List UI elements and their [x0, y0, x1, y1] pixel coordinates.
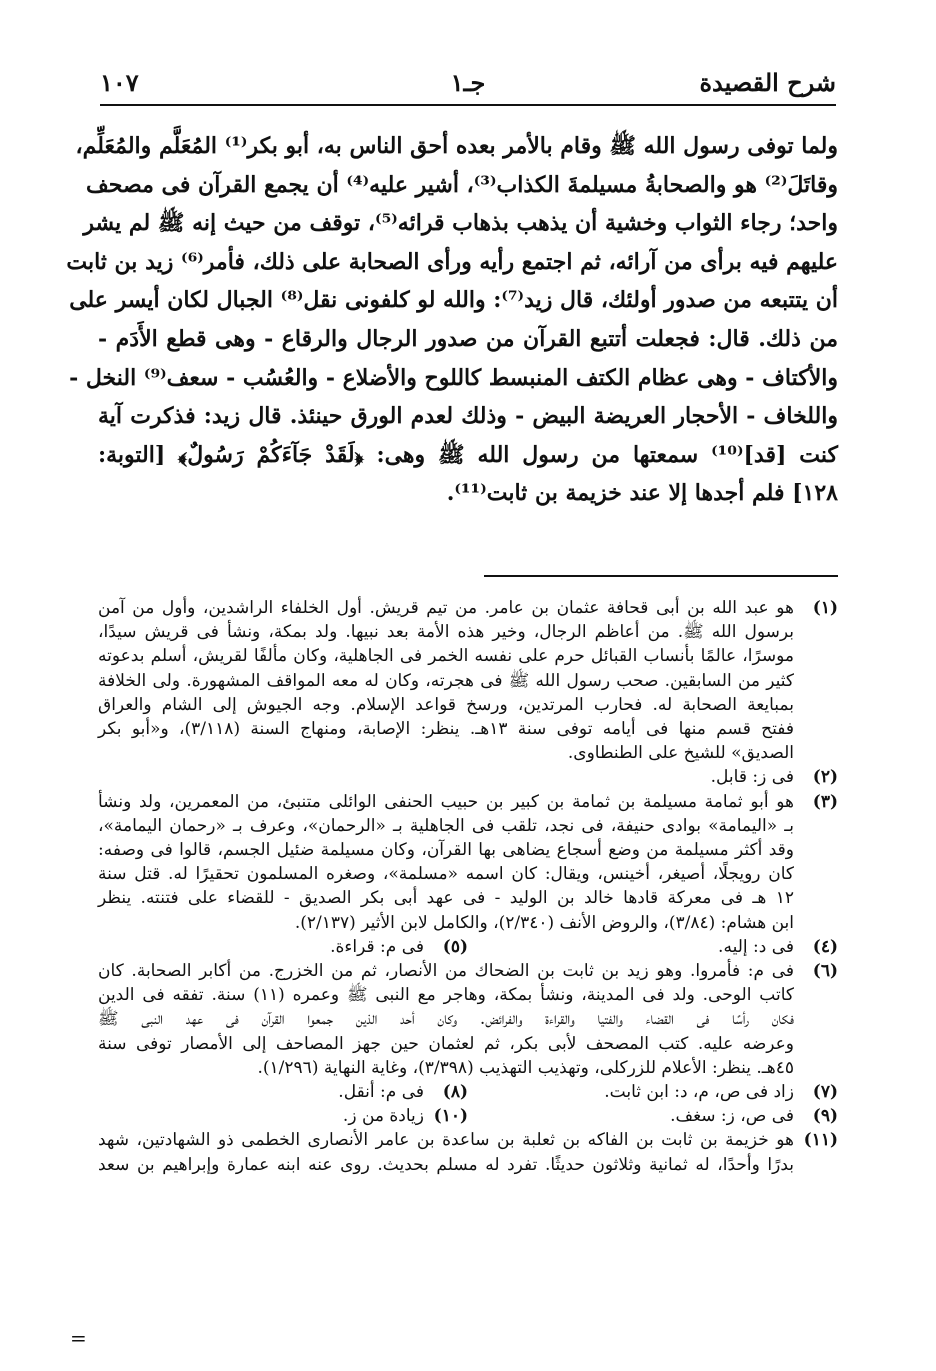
footnote-line: فى م: فأمروا. وهو زيد بن ثابت بن الضحاك من الأنصار، ثم من الخزرج. من أكابر الصحابة. كان — [98, 961, 794, 982]
footnote-line: برسول الله ﷺ. من أعاظم الرجال، وخير هذه الأمة بعد نبيها. ولد بمكة، ونشأ فى قريش سيدًا، — [98, 622, 794, 643]
footnote-text: فى ص، ز: سغف. — [670, 1106, 794, 1127]
footnote-text — [98, 596, 794, 765]
main-text — [66, 127, 838, 513]
text-line: من ذلك. قال: فجعلت أتتبع القرآن من صدور الرجال والرقاع - وهى قطع الأَدَم - — [98, 325, 838, 352]
footnote-number: (٢) — [812, 767, 838, 788]
text-line: أن يتتبعه من صدور أولئك، قال زيد⁽⁷⁾: والله لو كلفونى نقل⁽⁸⁾ الجبال لكان أيسر على — [69, 287, 838, 314]
footnote-line: كان رويجلًا، أصيغر، أخينس، ويقال: كان اسمه «مسلمة»، وصغره المسلمون تحقيرًا له. قتل سنة — [98, 864, 794, 885]
footnote-pair — [98, 1080, 838, 1104]
volume-label: جـ١ — [450, 68, 486, 97]
footnote-line: بـ «اليمامة» بوادى حنيفة، فى نجد، تلقب فى الجاهلية بـ «الرحمان»، وعرف بـ «رحمان اليمامة»، — [98, 815, 794, 836]
footnotes — [98, 596, 838, 1177]
footnote — [98, 1128, 838, 1176]
footnote-pair — [98, 935, 838, 959]
footnote-number: (١١) — [803, 1130, 838, 1151]
footnote-text: فى د: إليه. — [718, 936, 794, 957]
footnote-line: بدرًا وأحدًا، له ثمانية وثلاثون حديثًا. تفرد له مسلم بحديث. روى عنه ابنه عمارة وإبراهيم بن سعد — [98, 1154, 794, 1175]
footnote-number: (١٠) — [433, 1106, 468, 1127]
footnote-text — [98, 1128, 794, 1176]
footnote-line: هو أبو ثمامة مسيلمة بن ثمامة بن كبير بن حبيب الحنفى الوائلى متنبئ، من المعمرين، ولد ونشأ — [98, 791, 794, 812]
footnote-number: (٤) — [812, 936, 838, 957]
footnote-text: فى م: قراءة. — [330, 936, 424, 957]
footnote-line: ابن هشام: (٣/٨٤)، والروض الأنف (٢/٣٤٠)، والكامل لابن الأثير (٢/١٣٧). — [294, 912, 794, 933]
text-line: واحد؛ رجاء الثواب وخشية أن يذهب بذهاب قرائه⁽⁵⁾، توقف من حيث إنه ﷺ لم يشر — [83, 210, 838, 237]
footnote — [98, 959, 838, 1080]
footnote-line: بمبايعة الصحابة له. فحارب المرتدين، ورسخ قواعد الإسلام. وجه الجيوش إلى الشام والعراق — [98, 694, 794, 715]
page-header — [100, 64, 836, 106]
footnote-line: كاتب الوحى. ولد فى المدينة، ونشأ بمكة، وهاجر مع النبى ﷺ وعمره (١١) سنة. تفقه فى الدين — [98, 985, 794, 1006]
footnote — [98, 790, 838, 935]
footnote-line: وعرضه عليه. كتب المصحف لأبى بكر، ثم لعثمان حين جهز المصاحف إلى الأمصار توفى سنة — [98, 1033, 794, 1054]
text-line: كنت [قد]⁽¹⁰⁾ سمعتها من رسول الله ﷺ وهى: ﴿لَقَدْ جَآءَكُمْ رَسُولٌ﴾ [التوبة: — [98, 441, 838, 468]
continuation-mark: = — [70, 1326, 87, 1350]
footnote-line: الصديق» للشيخ على الطنطاوى. — [567, 743, 794, 764]
footnote-line: هو خزيمة بن ثابت بن الفاكه بن ثعلبة بن ساعدة بن عامر الأنصارى الخطمى ذو الشهادتين، شهد — [98, 1130, 794, 1151]
footnote-line: فى ز: قابل. — [710, 767, 794, 788]
footnote — [98, 765, 838, 789]
footnote-number: (٣) — [812, 791, 838, 812]
footnote-text — [98, 765, 794, 789]
footnote-text — [98, 959, 794, 1080]
footnote-line: فكان رأسًا فى القضاء والفتيا والقراءة والفرائض. وكان أحد الذين جمعوا القرآن فى عهد النبى ﷺ — [98, 1009, 794, 1030]
text-line: وقاتَلَ⁽²⁾ هو والصحابةُ مسيلمةَ الكذاب⁽³⁾، أشير عليه⁽⁴⁾ أن يجمع القرآن فى مصحف — [86, 171, 838, 198]
footnote-text: فى م: أنقل. — [338, 1082, 424, 1103]
text-line: واللخاف - الأحجار العريضة البيض - وذلك لعدم الورق حينئذ. قال زيد: فذكرت آية — [98, 403, 838, 430]
footnote-line: هو عبد الله بن أبى قحافة عثمان بن عامر. من تيم قريش. أول الخلفاء الراشدين، وأول من آمن — [98, 598, 794, 618]
page-number: ١٠٧ — [100, 68, 139, 97]
text-line: والأكتاف - وهى عظام الكتف المنبسط كاللوح والأضلاع - والعُسُب - سعف⁽⁹⁾ النخل - — [69, 364, 838, 391]
text-line: ولما توفى رسول الله ﷺ وقام بالأمر بعده أحق الناس به، أبو بكر⁽¹⁾ المُعَلَّم والمُعَلِّم، — [75, 133, 838, 159]
footnote-line: ٤٥هـ. ينظر: الأعلام للزركلى، وتهذيب التهذيب (٣/٣٩٨)، وغاية النهاية (١/٢٩٦). — [257, 1057, 794, 1078]
footnote-number: (٩) — [812, 1106, 838, 1127]
footnote-number: (٨) — [442, 1082, 468, 1103]
footnote-line: ١٢ هـ فى معركة قادها خالد بن الوليد - فى عهد أبى بكر الصديق - للقضاء على فتنته. ينظر — [98, 888, 794, 909]
footnote-line: كثير من السابقين. صحب رسول الله ﷺ فى هجرته، وكان له معه المواقف المشهورة. ولى الخلافة — [98, 670, 794, 691]
footnote-number: (٥) — [442, 936, 468, 957]
footnote-text: زاد فى ص، م، د: ابن ثابت. — [604, 1082, 794, 1103]
footnote-text: زيادة من ز. — [342, 1106, 424, 1127]
text-line: عليهم فيه برأى من آرائه، ثم اجتمع رأيه ورأى الصحابة على ذلك، فأمر⁽⁶⁾ زيد بن ثابت — [66, 248, 838, 275]
footnote-number: (١) — [812, 598, 838, 618]
footnote-pair — [98, 1104, 838, 1128]
footnote-line: وقد أكثر مسيلمة من وضع أسجاع يضاهى بها القرآن، وكان مسيلمة ضئيل الجسم، قالوا فى وصفه: — [98, 840, 794, 861]
footnote-separator — [484, 575, 838, 577]
footnote-number: (٦) — [812, 961, 838, 982]
footnote — [98, 596, 838, 765]
running-title: شرح القصيدة — [699, 68, 836, 97]
footnote-line: موسرًا، عالمًا بأنساب القبائل حرم على نفسه الخمر فى الجاهلية، وكان مألفًا لقريش، أسلم بدعوته — [98, 646, 794, 667]
text-line: ١٢٨] فلم أجدها إلا عند خزيمة بن ثابت⁽¹¹⁾. — [446, 480, 838, 507]
footnote-text — [98, 790, 794, 935]
footnote-line: ففتح قسم منها فى أيامه توفى سنة ١٣هـ. ينظر: الإصابة، ومنهاج السنة (٣/١١٨)، و«أبو بكر — [98, 719, 795, 740]
footnote-number: (٧) — [812, 1082, 838, 1103]
